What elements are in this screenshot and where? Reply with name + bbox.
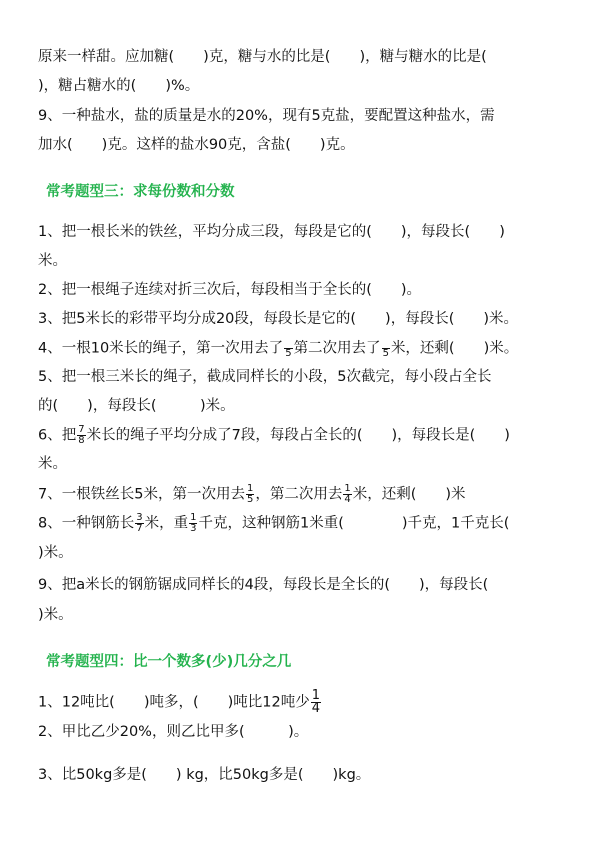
fraction-denominator: 3: [190, 523, 197, 534]
question-line: 3、比50kg多是( ) kg，比50kg多是( )kg。: [38, 767, 371, 783]
question-line: 2、甲比乙少20%，则乙比甲多( )。: [38, 724, 309, 740]
fraction-numerator: 1: [311, 688, 321, 703]
fraction: [135, 513, 143, 534]
question-text: 7、一根铁丝长5米，第一次用去: [38, 486, 245, 503]
question-text: ，第二次用去: [255, 486, 343, 503]
question-line: [38, 425, 578, 446]
section-heading: 常考题型三：求每份数和分数: [46, 184, 235, 200]
text-line: 原来一样甜。应加糖( )克，糖与水的比是( )，糖与糖水的比是(: [38, 49, 487, 65]
text-line: 9、一种盐水，盐的质量是水的20%，现有5克盐，要配置这种盐水，需: [38, 108, 495, 124]
fraction-numerator: 7: [78, 424, 85, 435]
fraction: [189, 513, 197, 534]
question-text: 米，重: [144, 515, 189, 532]
question-line: 的( )，每段长( )米。: [38, 398, 235, 414]
question-text: 千克，这种钢筋1米重( )千克，1千克长(: [198, 515, 510, 532]
question-line: [38, 338, 578, 359]
question-text: 米，还剩( )米。: [390, 340, 519, 357]
question-text: 米长的绳子平均分成了7段，每段占全长的( )，每段长是( ): [86, 427, 510, 444]
question-line: 2、把一根绳子连续对折三次后，每段相当于全长的( )。: [38, 282, 422, 298]
fraction-denominator: 5: [382, 348, 389, 359]
fraction-denominator: 8: [78, 435, 85, 446]
fraction: [284, 338, 292, 359]
question-text: 1、12吨比( )吨多，( )吨比12吨少: [38, 694, 310, 711]
question-line: )米。: [38, 607, 73, 623]
fraction: [77, 425, 85, 446]
fraction-numerator: 1: [190, 512, 197, 523]
fraction-denominator: 5: [285, 348, 292, 359]
fraction: [382, 338, 390, 359]
fraction-denominator: 7: [136, 523, 143, 534]
section-heading: 常考题型四：比一个数多(少)几分之几: [46, 654, 292, 670]
question-line: 5、把一根三米长的绳子，截成同样长的小段，5次截完，每小段占全长: [38, 369, 492, 385]
question-line: 1、把一根长米的铁丝，平均分成三段，每段是它的( )，每段长( ): [38, 224, 505, 240]
question-text: 8、一种钢筋长: [38, 515, 135, 532]
question-line: [38, 690, 578, 715]
question-text: 4、一根10米长的绳子，第一次用去了: [38, 340, 284, 357]
question-line: 米。: [38, 253, 67, 269]
question-line: 3、把5米长的彩带平均分成20段，每段长是它的( )，每段长( )米。: [38, 311, 519, 327]
fraction-denominator: 5: [246, 494, 254, 505]
fraction: [343, 484, 351, 505]
fraction: [311, 690, 321, 715]
question-text: 米，还剩( )米: [352, 486, 466, 503]
question-line: 米。: [38, 456, 67, 472]
question-text: 第二次用去了: [293, 340, 381, 357]
fraction-denominator: 4: [311, 701, 321, 716]
fraction-denominator: 4: [344, 494, 351, 505]
question-line: [38, 484, 578, 505]
fraction-numerator: 3: [136, 512, 143, 523]
text-line: )，糖占糖水的( )%。: [38, 78, 200, 94]
fraction-numerator: 1: [246, 483, 254, 494]
question-text: 6、把: [38, 427, 77, 444]
question-line: )米。: [38, 545, 73, 561]
fraction-numerator: 1: [344, 483, 351, 494]
question-line: [38, 513, 578, 534]
question-line: 9、把a米长的钢筋锯成同样长的4段，每段长是全长的( )，每段长(: [38, 577, 489, 593]
fraction: [246, 484, 254, 505]
text-line: 加水( )克。这样的盐水90克，含盐( )克。: [38, 137, 355, 153]
